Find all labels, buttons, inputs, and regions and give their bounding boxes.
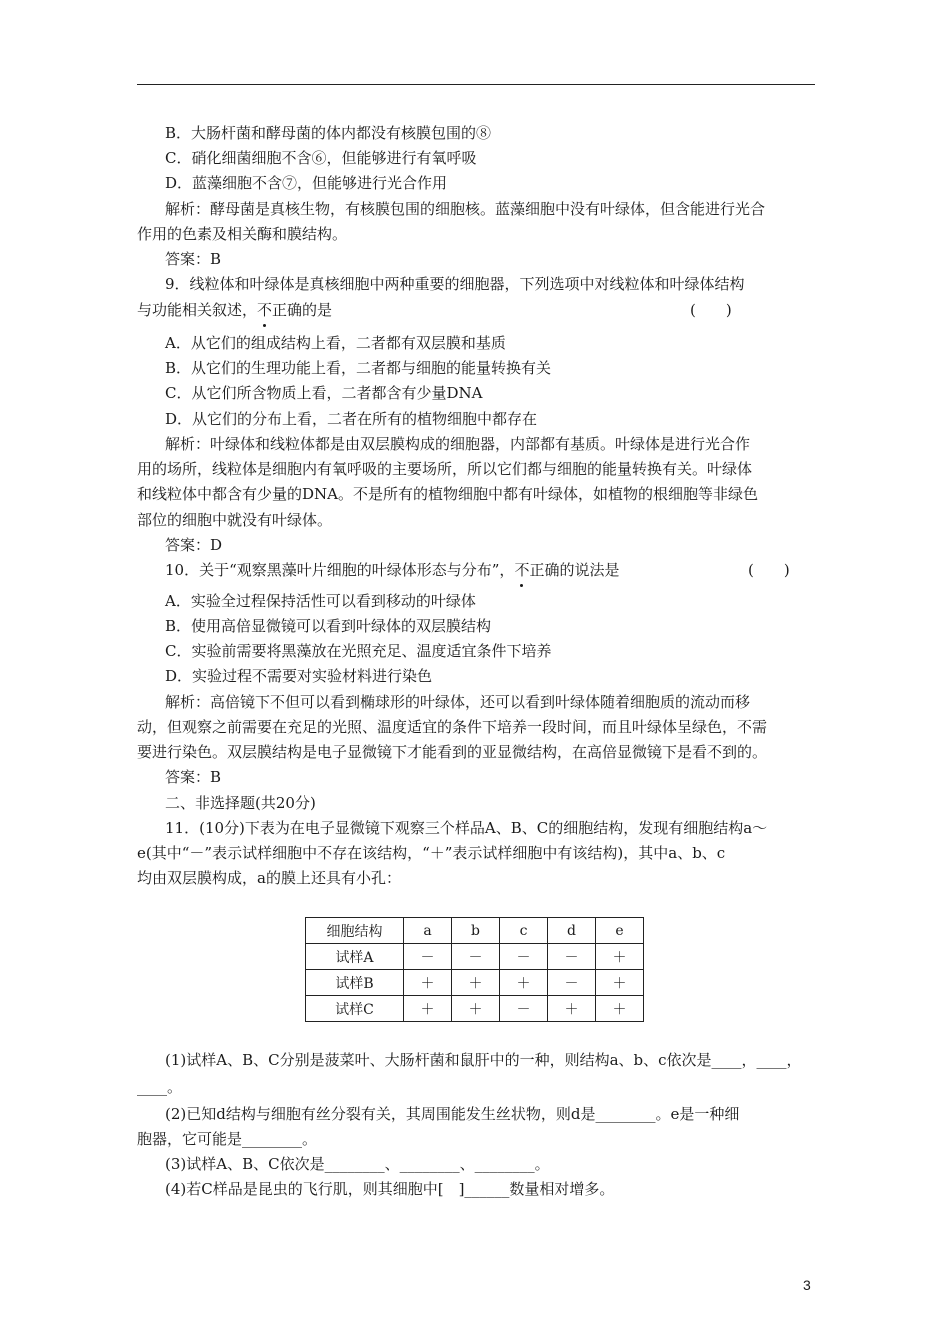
table-cell: ＋ <box>452 996 500 1022</box>
q10-emphasis-dot: 不 <box>514 561 530 579</box>
table-header-cell: 细胞结构 <box>306 918 404 944</box>
table-row <box>306 970 644 996</box>
table-cell: － <box>404 944 452 970</box>
q10-analysis-line-3: 要进行染色。双层膜结构是电子显微镜下才能看到的亚显微结构，在高倍显微镜下是看不到的。 <box>137 743 768 761</box>
q8-option-d: D．蓝藻细胞不含⑦，但能够进行光合作用 <box>165 174 448 192</box>
q10-answer: 答案：B <box>165 768 222 786</box>
table-header-row <box>306 918 644 944</box>
q10-option-a: A．实验全过程保持活性可以看到移动的叶绿体 <box>165 592 476 610</box>
q9-analysis-line-4: 部位的细胞中就没有叶绿体。 <box>137 511 333 529</box>
q9-option-a: A．从它们的组成结构上看，二者都有双层膜和基质 <box>165 334 506 352</box>
table-header-cell: b <box>452 918 500 944</box>
page-number: 3 <box>803 1277 811 1293</box>
table-cell: 试样C <box>306 996 404 1022</box>
q9-emphasis-dot: 不 <box>257 301 273 319</box>
q8-analysis-line-1: 解析：酵母菌是真核生物，有核膜包围的细胞核。蓝藻细胞中没有叶绿体，但含能进行光合 <box>165 200 766 218</box>
table-header-cell: d <box>548 918 596 944</box>
q11-part2-line-1: (2)已知d结构与细胞有丝分裂有关，其周围能发生丝状物，则d是________。e是一种细 <box>165 1105 740 1123</box>
q8-option-c: C．硝化细菌细胞不含⑥，但能够进行有氧呼吸 <box>165 149 477 167</box>
table-row <box>306 996 644 1022</box>
q9-answer: 答案：D <box>165 536 223 554</box>
q8-option-b: B．大肠杆菌和酵母菌的体内都没有核膜包围的⑧ <box>165 124 492 142</box>
q10-analysis-line-2: 动，但观察之前需要在充足的光照、温度适宜的条件下培养一段时间，而且叶绿体呈绿色，不需 <box>137 718 768 736</box>
q9-option-c: C．从它们所含物质上看，二者都含有少量DNA <box>165 384 483 402</box>
table-cell: － <box>500 944 548 970</box>
q9-option-b: B．从它们的生理功能上看，二者都与细胞的能量转换有关 <box>165 359 552 377</box>
q9-answer-bracket: ( ) <box>690 301 732 319</box>
table-header-cell: c <box>500 918 548 944</box>
q10-option-c: C．实验前需要将黑藻放在光照充足、温度适宜条件下培养 <box>165 642 552 660</box>
q11-part2-line-2: 胞器，它可能是________。 <box>137 1130 318 1148</box>
q11-stem-line-1: 11．(10分)下表为在电子显微镜下观察三个样品A、B、C的细胞结构，发现有细胞结构a～ <box>165 819 768 837</box>
q8-answer: 答案：B <box>165 250 222 268</box>
table-cell: ＋ <box>404 996 452 1022</box>
table-cell: ＋ <box>500 970 548 996</box>
table-cell: 试样B <box>306 970 404 996</box>
section-heading: 二、非选择题(共20分) <box>165 794 316 812</box>
table-cell: － <box>452 944 500 970</box>
table-cell: ＋ <box>596 996 644 1022</box>
q9-stem-line-1: 9．线粒体和叶绿体是真核细胞中两种重要的细胞器，下列选项中对线粒体和叶绿体结构 <box>165 275 745 293</box>
q10-answer-bracket: ( ) <box>748 561 790 579</box>
table-cell: ＋ <box>452 970 500 996</box>
q9-option-d: D．从它们的分布上看，二者在所有的植物细胞中都存在 <box>165 410 538 428</box>
q11-part1-line-2: ____。 <box>137 1078 183 1096</box>
q9-analysis-line-3: 和线粒体中都含有少量的DNA。不是所有的植物细胞中都有叶绿体，如植物的根细胞等非绿色 <box>137 485 758 503</box>
table-cell: ＋ <box>548 996 596 1022</box>
q10-option-b: B．使用高倍显微镜可以看到叶绿体的双层膜结构 <box>165 617 492 635</box>
q10-stem-post: 正确的说法是 <box>529 561 620 579</box>
q10-stem-pre: 10．关于“观察黑藻叶片细胞的叶绿体形态与分布”， <box>165 561 515 579</box>
q11-part4: (4)若C样品是昆虫的飞行肌，则其细胞中[ ]______数量相对增多。 <box>165 1180 615 1198</box>
table-cell: ＋ <box>596 970 644 996</box>
table-cell: － <box>548 944 596 970</box>
q11-part1-line-1: (1)试样A、B、C分别是菠菜叶、大肠杆菌和鼠肝中的一种，则结构a、b、c依次是____，____， <box>165 1051 802 1069</box>
q9-analysis-line-2: 用的场所，线粒体是细胞内有氧呼吸的主要场所，所以它们都与细胞的能量转换有关。叶绿体 <box>137 460 753 478</box>
q9-stem-post: 正确的是 <box>272 301 333 319</box>
q9-stem-line-2 <box>137 300 332 320</box>
header-rule <box>137 84 815 85</box>
table-header-cell: e <box>596 918 644 944</box>
q11-stem-line-3: 均由双层膜构成，a的膜上还具有小孔： <box>137 869 401 887</box>
table-cell: ＋ <box>596 944 644 970</box>
table-cell: 试样A <box>306 944 404 970</box>
table-cell: － <box>548 970 596 996</box>
q9-stem-pre: 与功能相关叙述， <box>137 301 258 319</box>
table-header-cell: a <box>404 918 452 944</box>
table-row <box>306 944 644 970</box>
q11-part3: (3)试样A、B、C依次是________、________、________。 <box>165 1155 550 1173</box>
q9-analysis-line-1: 解析：叶绿体和线粒体都是由双层膜构成的细胞器，内部都有基质。叶绿体是进行光合作 <box>165 435 751 453</box>
table-cell: ＋ <box>404 970 452 996</box>
q10-analysis-line-1: 解析：高倍镜下不但可以看到椭球形的叶绿体，还可以看到叶绿体随着细胞质的流动而移 <box>165 693 751 711</box>
q10-stem <box>165 560 619 580</box>
q10-option-d: D．实验过程不需要对实验材料进行染色 <box>165 667 433 685</box>
cell-structure-table <box>305 917 644 1022</box>
q11-stem-line-2: e(其中“－”表示试样细胞中不存在该结构，“＋”表示试样细胞中有该结构)，其中a、b、c <box>137 844 726 862</box>
q8-analysis-line-2: 作用的色素及相关酶和膜结构。 <box>137 225 348 243</box>
table-cell: － <box>500 996 548 1022</box>
